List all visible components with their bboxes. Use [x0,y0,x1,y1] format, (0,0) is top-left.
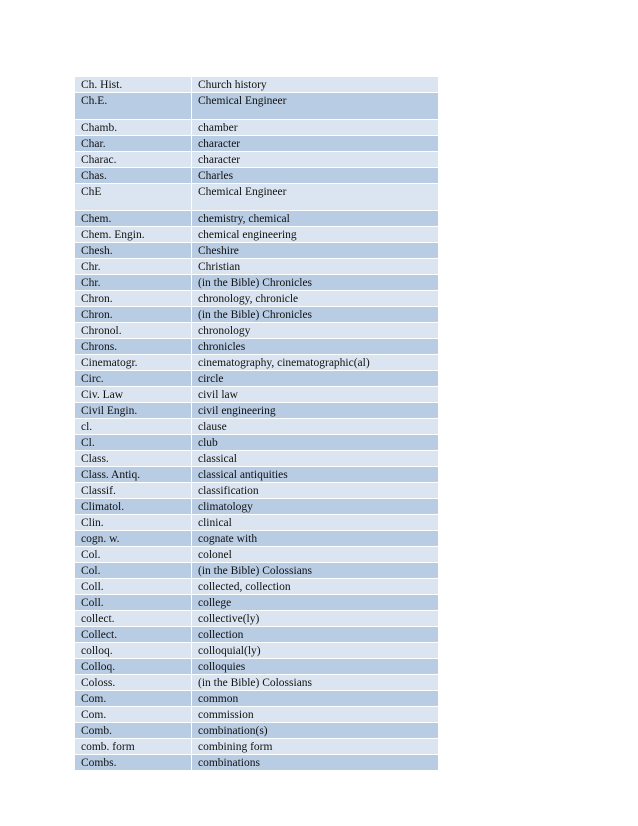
abbreviation-cell: Clin. [75,515,192,531]
abbreviation-cell: Coll. [75,595,192,611]
table-row [75,755,439,771]
table-row [75,739,439,755]
table-row [75,275,439,291]
table-row [75,227,439,243]
meaning-cell: cognate with [192,531,439,547]
meaning-cell: chemical engineering [192,227,439,243]
abbreviation-cell: Coloss. [75,675,192,691]
meaning-cell: climatology [192,499,439,515]
abbreviation-cell: Colloq. [75,659,192,675]
meaning-cell: classification [192,483,439,499]
table-row [75,371,439,387]
meaning-cell: character [192,152,439,168]
meaning-cell: collection [192,627,439,643]
abbreviation-cell: Chron. [75,291,192,307]
meaning-cell: college [192,595,439,611]
meaning-cell: Cheshire [192,243,439,259]
abbreviation-cell: Col. [75,547,192,563]
meaning-cell: character [192,136,439,152]
table-row [75,168,439,184]
meaning-cell: (in the Bible) Colossians [192,675,439,691]
meaning-cell: clause [192,419,439,435]
meaning-cell: combination(s) [192,723,439,739]
abbreviation-cell: Chamb. [75,120,192,136]
abbreviation-cell: Ch. Hist. [75,77,192,93]
abbreviation-cell: Chesh. [75,243,192,259]
meaning-cell: cinematography, cinematographic(al) [192,355,439,371]
table-row [75,563,439,579]
meaning-cell: common [192,691,439,707]
table-row [75,339,439,355]
abbreviation-cell: Chem. [75,211,192,227]
abbreviation-cell: Comb. [75,723,192,739]
meaning-cell: combining form [192,739,439,755]
abbreviation-cell: Circ. [75,371,192,387]
meaning-cell: collected, collection [192,579,439,595]
table-row [75,675,439,691]
table-row [75,643,439,659]
abbreviation-cell: Coll. [75,579,192,595]
table-row [75,467,439,483]
meaning-cell: clinical [192,515,439,531]
abbreviations-table [74,76,439,771]
meaning-cell: (in the Bible) Chronicles [192,307,439,323]
abbreviation-cell: Civ. Law [75,387,192,403]
abbreviation-cell: Chrons. [75,339,192,355]
meaning-cell: Chemical Engineer [192,184,439,211]
meaning-cell: Chemical Engineer [192,93,439,120]
table-row [75,451,439,467]
meaning-cell: classical antiquities [192,467,439,483]
table-row [75,307,439,323]
abbreviations-table-body [75,77,439,771]
meaning-cell: circle [192,371,439,387]
table-row [75,243,439,259]
abbreviation-cell: Class. Antiq. [75,467,192,483]
table-row [75,211,439,227]
table-row [75,93,439,120]
abbreviation-cell: comb. form [75,739,192,755]
meaning-cell: colloquial(ly) [192,643,439,659]
meaning-cell: (in the Bible) Colossians [192,563,439,579]
meaning-cell: chronicles [192,339,439,355]
abbreviation-cell: ChE [75,184,192,211]
abbreviation-cell: Climatol. [75,499,192,515]
table-row [75,259,439,275]
table-row [75,499,439,515]
abbreviation-cell: Com. [75,691,192,707]
table-row [75,184,439,211]
meaning-cell: (in the Bible) Chronicles [192,275,439,291]
meaning-cell: club [192,435,439,451]
abbreviation-cell: Class. [75,451,192,467]
meaning-cell: Christian [192,259,439,275]
abbreviation-cell: Char. [75,136,192,152]
meaning-cell: chronology [192,323,439,339]
abbreviation-cell: Chem. Engin. [75,227,192,243]
abbreviation-cell: Civil Engin. [75,403,192,419]
table-row [75,723,439,739]
table-row [75,483,439,499]
abbreviation-cell: Collect. [75,627,192,643]
abbreviation-cell: Chas. [75,168,192,184]
table-row [75,611,439,627]
abbreviation-cell: cogn. w. [75,531,192,547]
meaning-cell: chemistry, chemical [192,211,439,227]
table-row [75,659,439,675]
table-row [75,355,439,371]
abbreviation-cell: colloq. [75,643,192,659]
abbreviation-cell: Cl. [75,435,192,451]
table-row [75,579,439,595]
table-row [75,707,439,723]
meaning-cell: chamber [192,120,439,136]
meaning-cell: Church history [192,77,439,93]
table-row [75,627,439,643]
meaning-cell: classical [192,451,439,467]
abbreviation-cell: Com. [75,707,192,723]
abbreviation-cell: Ch.E. [75,93,192,120]
table-row [75,403,439,419]
abbreviation-cell: cl. [75,419,192,435]
abbreviation-cell: collect. [75,611,192,627]
table-row [75,77,439,93]
abbreviation-cell: Charac. [75,152,192,168]
meaning-cell: civil law [192,387,439,403]
table-row [75,387,439,403]
table-row [75,136,439,152]
meaning-cell: collective(ly) [192,611,439,627]
table-row [75,595,439,611]
table-row [75,120,439,136]
meaning-cell: chronology, chronicle [192,291,439,307]
abbreviation-cell: Chronol. [75,323,192,339]
meaning-cell: Charles [192,168,439,184]
meaning-cell: civil engineering [192,403,439,419]
table-row [75,435,439,451]
table-row [75,323,439,339]
meaning-cell: colloquies [192,659,439,675]
abbreviation-cell: Chron. [75,307,192,323]
table-row [75,515,439,531]
abbreviation-cell: Chr. [75,275,192,291]
abbreviation-cell: Classif. [75,483,192,499]
table-row [75,291,439,307]
abbreviation-cell: Cinematogr. [75,355,192,371]
abbreviation-cell: Combs. [75,755,192,771]
table-row [75,547,439,563]
meaning-cell: combinations [192,755,439,771]
table-row [75,419,439,435]
meaning-cell: commission [192,707,439,723]
meaning-cell: colonel [192,547,439,563]
abbreviation-cell: Col. [75,563,192,579]
table-row [75,691,439,707]
table-row [75,152,439,168]
table-row [75,531,439,547]
abbreviation-cell: Chr. [75,259,192,275]
